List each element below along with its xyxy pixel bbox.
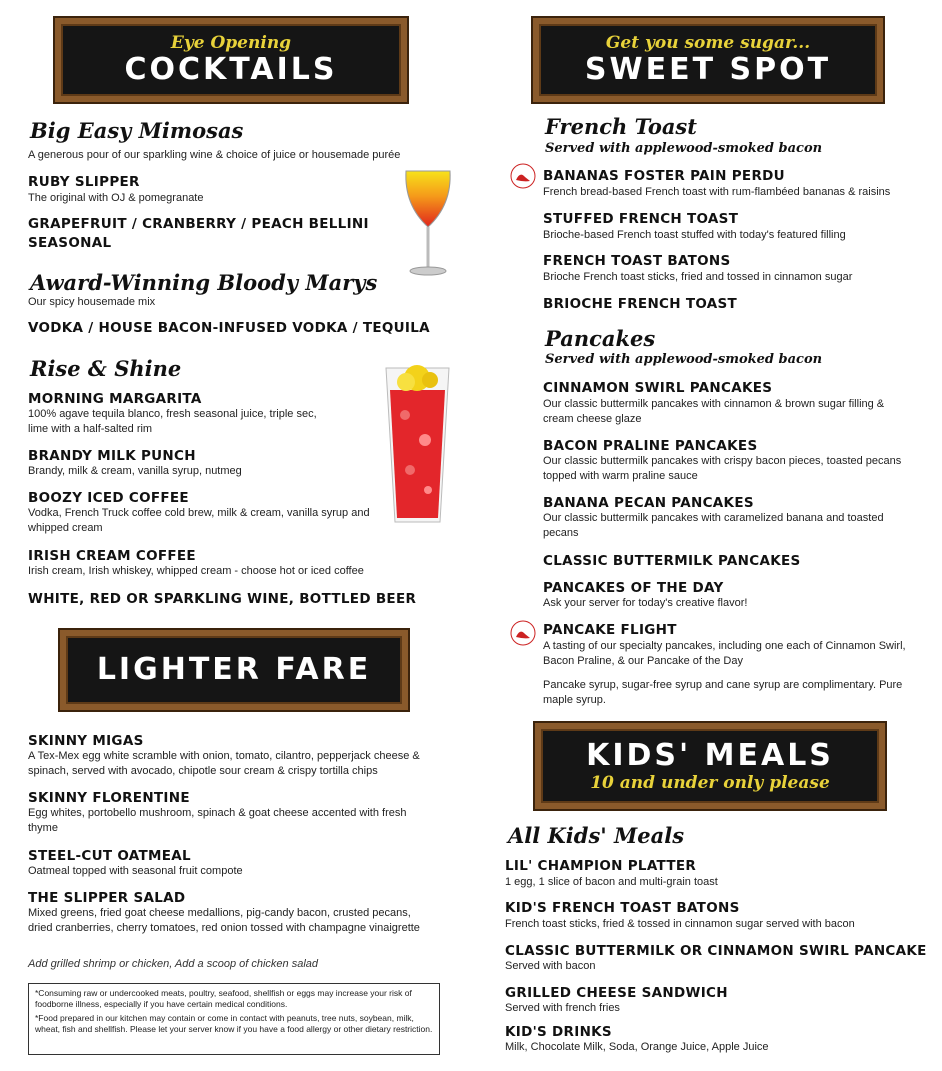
menu-item-desc: Brioche-based French toast stuffed with today's featured filling: [543, 229, 846, 241]
sweet-spot-board-sub: Get you some sugar...: [605, 33, 811, 53]
menu-item-name: THE SLIPPER SALAD: [28, 890, 186, 906]
menu-item-name: SKINNY MIGAS: [28, 733, 144, 749]
menu-item-name: GRILLED CHEESE SANDWICH: [505, 985, 728, 1001]
lighter-note: Add grilled shrimp or chicken, Add a scoop of chicken salad: [28, 958, 319, 970]
menu-item-name: PANCAKE FLIGHT: [543, 622, 677, 638]
footnote-allergy: *Food prepared in our kitchen may contain or come in contact with peanuts, tree nuts, soybean, milk, wheat, fish and shellfish. Please let your server know if you have a food allergy or other dietary restriction.: [35, 1013, 433, 1034]
kids-title: All Kids' Meals: [508, 823, 685, 848]
menu-item-desc: Brioche French toast sticks, fried and tossed in cinnamon sugar: [543, 271, 853, 283]
menu-item-name: BOOZY ICED COFFEE: [28, 490, 189, 506]
menu-item-desc: Irish cream, Irish whiskey, whipped cream - choose hot or iced coffee: [28, 565, 364, 577]
menu-item-name: BANANAS FOSTER PAIN PERDU: [543, 168, 785, 184]
cocktails-board-sub: Eye Opening: [170, 33, 292, 53]
kids-meals-board: [535, 723, 885, 809]
menu-item-desc: Served with bacon: [505, 960, 596, 972]
cocktails-board-title: COCKTAILS: [124, 52, 338, 87]
menu-item-desc: Our classic buttermilk pancakes with cinnamon & brown sugar filling & cream cheese glaze: [543, 398, 885, 425]
kids-meals-board-title: KIDS' MEALS: [586, 738, 834, 773]
menu-item-desc: Served with french fries: [505, 1002, 620, 1014]
lighter-fare-title: LIGHTER FARE: [96, 652, 372, 687]
menu-item-name: LIL' CHAMPION PLATTER: [505, 858, 697, 874]
french-toast-sub: Served with applewood-smoked bacon: [545, 141, 823, 156]
french-toast-title: French Toast: [545, 114, 697, 139]
sweet-spot-board: [533, 18, 883, 102]
menu-item-desc: French toast sticks, fried & tossed in cinnamon sugar served with bacon: [505, 918, 855, 930]
syrup-note: Pancake syrup, sugar-free syrup and cane syrup are complimentary. Pure maple syrup.: [543, 679, 903, 706]
menu-item-name-cont: SEASONAL: [28, 235, 112, 251]
menu-item-name: MORNING MARGARITA: [28, 391, 202, 407]
cocktails-board: [55, 18, 407, 102]
rise-title: Rise & Shine: [30, 356, 182, 381]
menu-item-desc: French bread-based French toast with rum-flambéed bananas & raisins: [543, 186, 891, 198]
pancakes-title: Pancakes: [545, 326, 656, 351]
menu-item-name: BRANDY MILK PUNCH: [28, 448, 196, 464]
menu-item-desc: Vodka, French Truck coffee cold brew, milk & cream, vanilla syrup and whipped cream: [28, 507, 370, 534]
menu-item-desc: Egg whites, portobello mushroom, spinach & goat cheese accented with fresh thyme: [28, 807, 407, 834]
menu-item-name: BRIOCHE FRENCH TOAST: [543, 296, 738, 312]
sweet-spot-board-title: SWEET SPOT: [584, 52, 832, 87]
menu-item-name: CINNAMON SWIRL PANCAKES: [543, 380, 773, 396]
menu-item-name: PANCAKES OF THE DAY: [543, 580, 724, 596]
bloody-title: Award-Winning Bloody Marys: [30, 270, 378, 295]
cocktail-glass-image: [380, 360, 455, 528]
mimosa-glass-image: [398, 165, 458, 280]
bloody-desc: Our spicy housemade mix: [28, 296, 156, 308]
menu-item-name: VODKA / HOUSE BACON-INFUSED VODKA / TEQUILA: [28, 320, 430, 336]
footnote-raw: *Consuming raw or undercooked meats, poultry, seafood, shellfish or eggs may increase your risk of foodborne illness, especially if you have certain medical conditions.: [35, 988, 412, 1009]
mimosas-desc: A generous pour of our sparkling wine & choice of juice or housemade purée: [28, 149, 401, 161]
menu-item-desc: 100% agave tequila blanco, fresh seasonal juice, triple sec, lime with a half-salted rim: [28, 408, 317, 435]
pancakes-sub: Served with applewood-smoked bacon: [545, 352, 823, 367]
menu-item-desc: A Tex-Mex egg white scramble with onion, tomato, cilantro, pepperjack cheese & spinach, served with avocado, chipotle sour cream & crispy tortilla chips: [28, 750, 420, 777]
menu-item-desc: Our classic buttermilk pancakes with crispy bacon pieces, toasted pecans topped with warm praline sauce: [543, 455, 902, 482]
menu-item-desc: Our classic buttermilk pancakes with caramelized banana and toasted pecans: [543, 512, 884, 539]
menu-item-desc: The original with OJ & pomegranate: [28, 192, 204, 204]
menu-item-name: SKINNY FLORENTINE: [28, 790, 190, 806]
menu-item-name: WHITE, RED OR SPARKLING WINE, BOTTLED BEER: [28, 591, 417, 607]
lighter-fare-board: [60, 630, 408, 710]
signature-item-icon: [510, 620, 536, 646]
menu-item-desc: Ask your server for today's creative flavor!: [543, 597, 748, 609]
menu-item-name: GRAPEFRUIT / CRANBERRY / PEACH BELLINI: [28, 216, 369, 232]
menu-item-desc: 1 egg, 1 slice of bacon and multi-grain toast: [505, 876, 718, 888]
menu-item-name: CLASSIC BUTTERMILK OR CINNAMON SWIRL PANCAKE: [505, 943, 927, 959]
menu-item-name: STUFFED FRENCH TOAST: [543, 211, 739, 227]
allergy-footnote: [28, 983, 440, 1055]
signature-item-icon: [510, 163, 536, 189]
menu-item-name: BACON PRALINE PANCAKES: [543, 438, 758, 454]
menu-item-desc: A tasting of our specialty pancakes, including one each of Cinnamon Swirl, Bacon Praline, & our Pancake of the Day: [543, 640, 906, 667]
menu-item-name: FRENCH TOAST BATONS: [543, 253, 731, 269]
menu-item-desc: Mixed greens, fried goat cheese medallions, pig-candy bacon, crusted pecans, dried cranberries, cherry tomatoes, red onion tossed with champagne vinaigrette: [28, 907, 420, 934]
menu-item-name: BANANA PECAN PANCAKES: [543, 495, 754, 511]
menu-item-name: KID'S FRENCH TOAST BATONS: [505, 900, 740, 916]
mimosas-title: Big Easy Mimosas: [30, 118, 244, 143]
menu-item-desc: Brandy, milk & cream, vanilla syrup, nutmeg: [28, 465, 242, 477]
kids-meals-board-sub: 10 and under only please: [590, 773, 830, 793]
menu-item-desc: Oatmeal topped with seasonal fruit compote: [28, 865, 243, 877]
menu-item-desc: Milk, Chocolate Milk, Soda, Orange Juice, Apple Juice: [505, 1041, 769, 1053]
menu-item-name: KID'S DRINKS: [505, 1024, 612, 1040]
menu-item-name: IRISH CREAM COFFEE: [28, 548, 196, 564]
menu-item-name: CLASSIC BUTTERMILK PANCAKES: [543, 553, 801, 569]
menu-item-name: STEEL-CUT OATMEAL: [28, 848, 191, 864]
menu-item-name: RUBY SLIPPER: [28, 174, 140, 190]
